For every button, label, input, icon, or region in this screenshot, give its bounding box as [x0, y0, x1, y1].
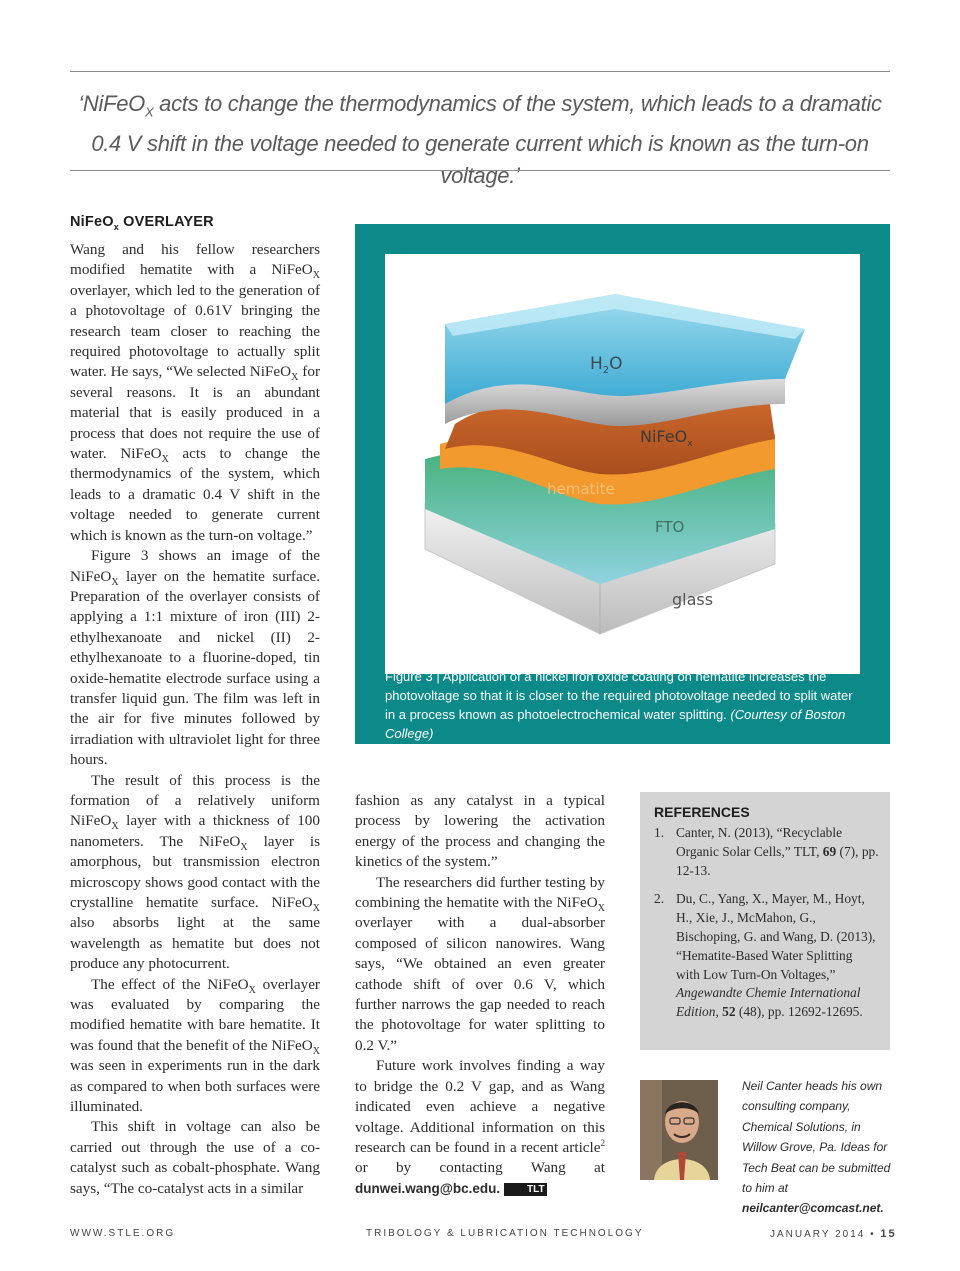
author-email[interactable]: neilcanter@comcast.net. [742, 1201, 884, 1216]
paragraph: Figure 3 shows an image of the NiFeO$_X$ layer on the hematite surface. Preparation of the overlayer consists of applying a 1:1 mixture of iron (III) 2-ethylhexanoate and nickel (II) 2-ethylhexanoate to a fluorine-doped, tin oxide-hematite electrode surface using a transfer liquid gun. The film was left in the air for five minutes followed by irradiation with ultraviolet light for three hours. [70, 547, 320, 769]
author-bio: Neil Canter heads his own consulting company, Chemical Solutions, in Willow Grove, Pa. Ideas for Tech Beat can be submitted to him at neilcanter@comcast.net. [742, 1079, 891, 1216]
paragraph: The researchers did further testing by combining the hematite with the NiFeO$_X$ overlayer with a dual-absorber composed of silicon nanowires. Wang says, “We obtained an even greater cathode shift of over 0.6 V, which further narrows the gap needed to reach the photovoltage for water splitting to 0.2 V.” [355, 873, 605, 1054]
quote-bottom-rule [70, 170, 890, 171]
top-rule [70, 71, 890, 72]
layer-diagram [385, 254, 860, 674]
figure-3 [355, 224, 890, 744]
reference-item: 2. Du, C., Yang, X., Mayer, M., Hoyt, H., Xie, J., McMahon, G., Bischoping, G. and Wang, D. (2013), “Hematite-Based Water Splitting with Low Turn-On Voltages,” Angewandte Chemie International Edition, 52 (48), pp. 12692-12695. [654, 891, 876, 1020]
label-fto: FTO [655, 518, 685, 536]
figure-illustration [385, 254, 860, 674]
tlt-end-mark: TLT [504, 1183, 547, 1196]
paragraph: Wang and his fellow researchers modified hematite with a NiFeO$_X$ overlayer, which led to the generation of a photovoltage of 0.61V bringing the research team closer to reaching the required photovoltage to actually split water. He says, “We selected NiFeO$_X$ for several reasons. It is an abundant material that is easily produced in a process that does not require the use of water. NiFeO$_X$ acts to change the thermodynamics of the system, which leads to a dramatic 0.4 V shift in the voltage needed to generate current which is known as the turn-on voltage.” [70, 241, 320, 544]
paragraph: The result of this process is the formation of a relatively uniform NiFeO$_X$ layer with a thickness of 100 nanometers. The NiFeO$_X$ layer is amorphous, but transmission electron microscopy shows good contact with the crystalline hematite surface. NiFeO$_X$ also absorbs light at the same wavelength as hematite but does not produce any photocurrent. [70, 771, 321, 973]
references-box [640, 792, 890, 1050]
section-heading: NiFeO$_x$ OVERLAYER [70, 214, 214, 232]
email-link[interactable]: dunwei.wang@bc.edu. [355, 1180, 501, 1196]
label-h2o: $H_2O$ [590, 354, 623, 376]
label-hematite: hematite [547, 480, 615, 498]
references-list [654, 824, 879, 1032]
figure-caption: Figure 3 | Application of a nickel iron oxide coating on hematite increases the photovoltage so that it is closer to the required photovoltage needed to split water in a process known as photoelectrochemical water splitting. (Courtesy of Boston College) [385, 669, 853, 741]
pull-quote: ‘NiFeO$_X$ acts to change the thermodynamics of the system, which leads to a dramatic 0.4 V shift in the voltage needed to generate current which is known as the turn-on voltage.’ [78, 91, 882, 189]
reference-item: 1. Canter, N. (2013), “Recyclable Organic Solar Cells,” TLT, 69 (7), pp. 12-13. [654, 825, 879, 878]
label-glass: glass [672, 590, 714, 609]
footer-url: WWW.STLE.ORG [70, 1228, 176, 1239]
paragraph: This shift in voltage can also be carried out through the use of a co-catalyst such as cobalt-phosphate. Wang says, “The co-catalyst acts in a similar [70, 1118, 320, 1197]
paragraph: Future work involves finding a way to bridge the 0.2 V gap, and as Wang indicated even achieve a negative voltage. Additional information on this research can be found in a recent article$^2$ or by contacting Wang at dunwei.wang@bc.edu. TLT [355, 1057, 605, 1196]
paragraph: The effect of the NiFeO$_X$ overlayer was evaluated by comparing the modified hematite with bare hematite. It was found that the benefit of the NiFeO$_X$ was seen in experiments run in the dark as compared to when both surfaces were illuminated. [70, 975, 320, 1116]
footer-date-page: JANUARY 2014 • 15 [770, 1228, 897, 1240]
column-2 [355, 791, 605, 1199]
author-photo [640, 1080, 718, 1180]
column-1 [70, 240, 320, 1199]
references-title: REFERENCES [654, 804, 750, 820]
footer-publication: TRIBOLOGY & LUBRICATION TECHNOLOGY [366, 1228, 644, 1239]
paragraph: fashion as any catalyst in a typical process by lowering the activation energy of the process and changing the kinetics of the system.” [355, 792, 605, 871]
label-nifeo: NiFeO$_x$ [640, 427, 693, 449]
